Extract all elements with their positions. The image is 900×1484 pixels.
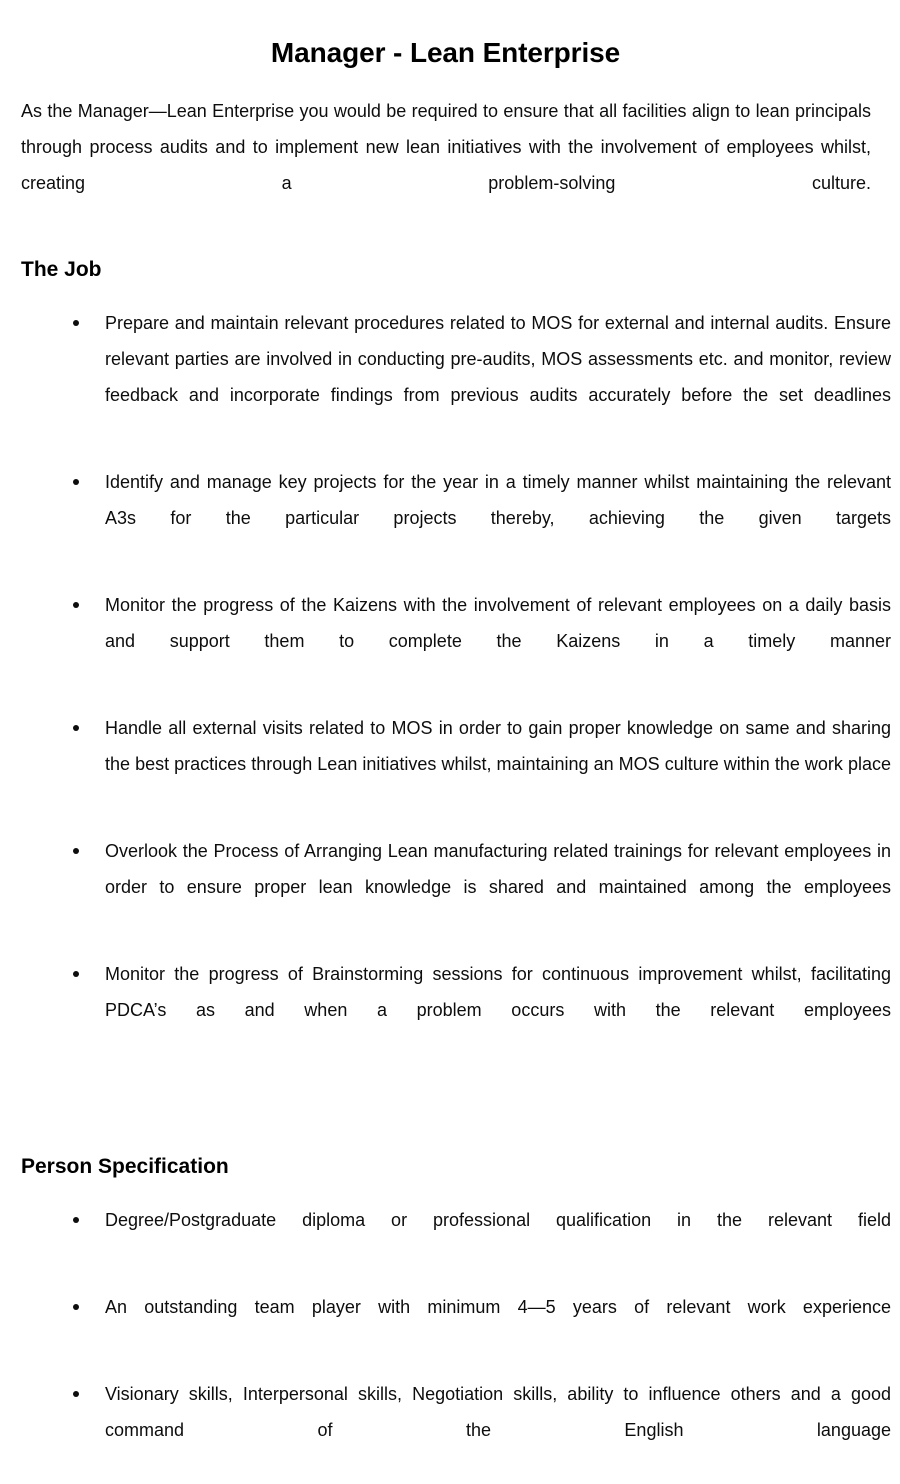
list-item-text: Monitor the progress of the Kaizens with the involvement of relevant employees on a daily basis and support them to complete the Kaizens in a timely manner [105, 595, 891, 651]
bullet-dot-icon [73, 725, 79, 731]
list-item-text: Identify and manage key projects for the year in a timely manner whilst maintaining the relevant A3s for the particular projects thereby, achieving the given targets [105, 472, 891, 528]
section-spacer [21, 1064, 870, 1134]
list-item [21, 1376, 891, 1484]
section-heading-the-job: The Job [21, 258, 102, 281]
list-item-text: Degree/Postgraduate diploma or professional qualification in the relevant field [105, 1210, 891, 1230]
list-item-text: Handle all external visits related to MOS in order to gain proper knowledge on same and sharing the best practices through Lean initiatives whilst, maintaining an MOS culture within the work place [105, 718, 891, 774]
bullet-dot-icon [73, 1304, 79, 1310]
list-item [21, 833, 891, 941]
bullet-dot-icon [73, 848, 79, 854]
list-item [21, 1289, 891, 1361]
person-specification-list [21, 1180, 891, 1484]
list-item [21, 587, 891, 695]
bullet-dot-icon [73, 479, 79, 485]
bullet-dot-icon [73, 1391, 79, 1397]
list-item-text: Prepare and maintain relevant procedures related to MOS for external and internal audits. Ensure relevant parties are involved in conducting pre-audits, MOS assessments etc. and monitor, review feedback and incorporate findings from previous audits accurately before the set deadlines [105, 313, 891, 405]
list-item-text: An outstanding team player with minimum 4—5 years of relevant work experience [105, 1297, 891, 1317]
intro-paragraph: As the Manager—Lean Enterprise you would be required to ensure that all facilities align to lean principals through process audits and to implement new lean initiatives with the involvement of employees whilst, creating a problem-solving culture. [21, 101, 871, 193]
bullet-dot-icon [73, 971, 79, 977]
list-item-text: Monitor the progress of Brainstorming sessions for continuous improvement whilst, facilitating PDCA’s as and when a problem occurs with the relevant employees [105, 964, 891, 1020]
list-item [21, 305, 891, 449]
list-item-text: Overlook the Process of Arranging Lean manufacturing related trainings for relevant employees in order to ensure proper lean knowledge is shared and maintained among the employees [105, 841, 891, 897]
list-item [21, 710, 891, 818]
bullet-dot-icon [73, 320, 79, 326]
section-heading-person-specification: Person Specification [21, 1155, 229, 1178]
page-title: Manager - Lean Enterprise [270, 37, 621, 68]
job-responsibilities-list [21, 283, 891, 1064]
list-item [21, 1202, 891, 1274]
list-item-text: Visionary skills, Interpersonal skills, Negotiation skills, ability to influence others and a good command of the English language [105, 1384, 891, 1440]
list-item [21, 956, 891, 1064]
list-item [21, 464, 891, 572]
bullet-dot-icon [73, 1217, 79, 1223]
bullet-dot-icon [73, 602, 79, 608]
